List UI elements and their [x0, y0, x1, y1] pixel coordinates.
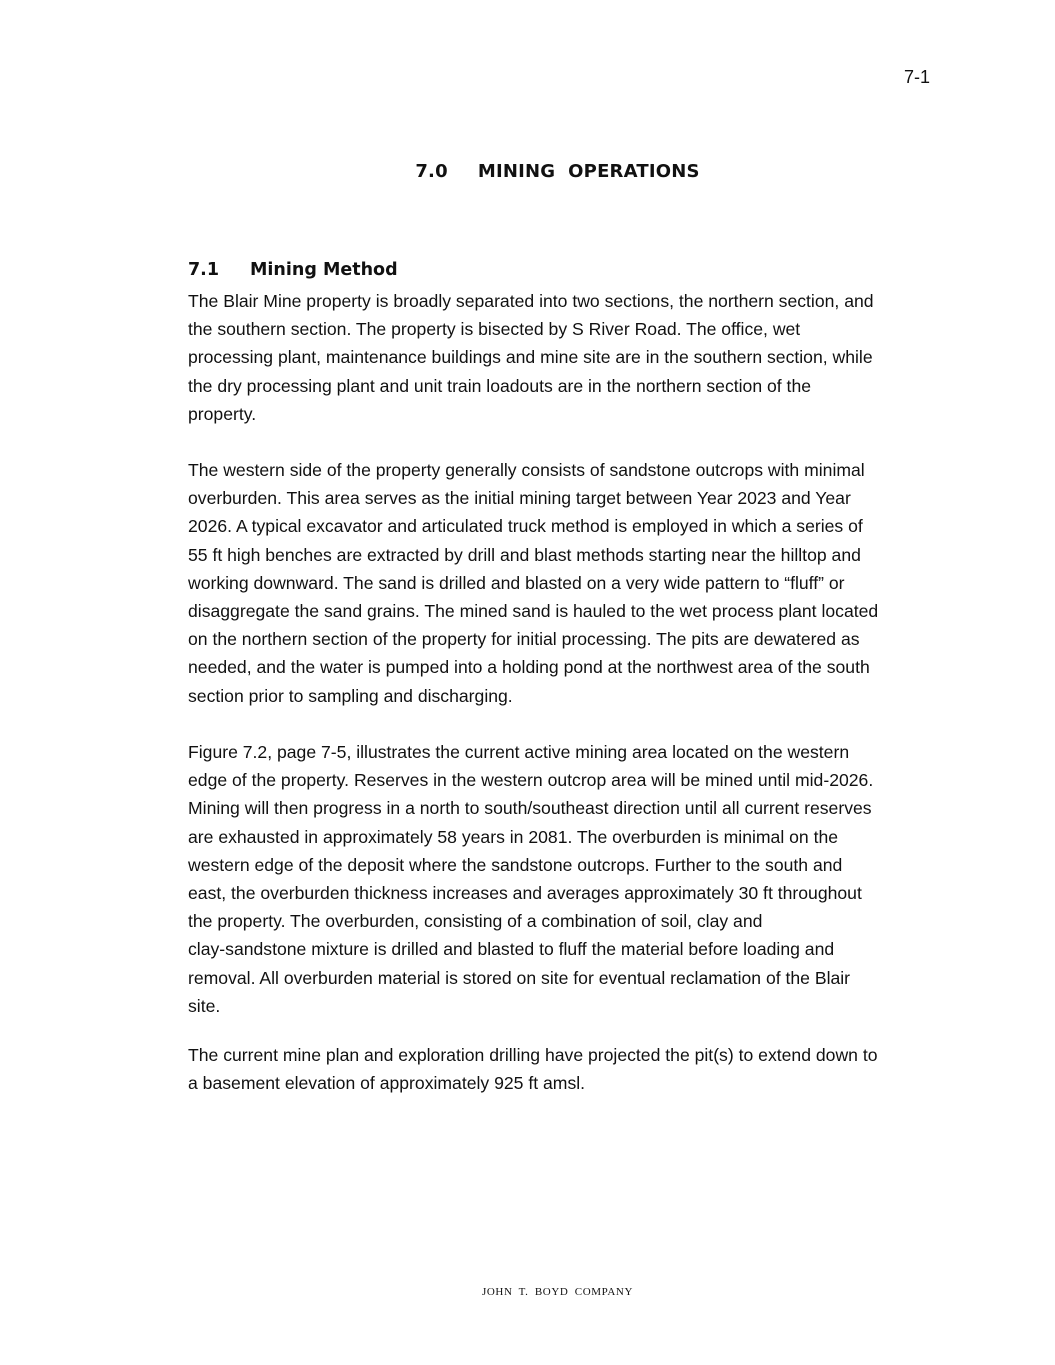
text-line: the southern section. The property is bisected by S River Road. The office, wet	[188, 319, 801, 340]
text-line: the dry processing plant and unit train loadouts are in the northern section of the	[188, 375, 812, 396]
text-line: disaggregate the sand grains. The mined sand is hauled to the wet process plant located	[188, 601, 879, 622]
section-heading	[188, 258, 398, 282]
text-line: western edge of the deposit where the sandstone outcrops. Further to the south and	[188, 854, 843, 875]
text-line: Mining will then progress in a north to south/southeast direction until all current reserves	[188, 798, 872, 819]
chapter-number: 7.0	[415, 161, 448, 182]
text-line: a basement elevation of approximately 925 ft amsl.	[188, 1073, 586, 1094]
text-line: needed, and the water is pumped into a holding pond at the northwest area of the south	[188, 657, 870, 678]
page-number: 7-1	[903, 67, 930, 87]
paragraph-3	[188, 738, 948, 1020]
text-line: The current mine plan and exploration drilling have projected the pit(s) to extend down to	[188, 1045, 878, 1065]
chapter-title	[0, 160, 1055, 184]
text-line: section prior to sampling and discharging.	[188, 685, 513, 706]
text-line: 55 ft high benches are extracted by drill and blast methods starting near the hilltop and	[188, 544, 861, 565]
text-line: are exhausted in approximately 58 years in 2081. The overburden is minimal on the	[188, 826, 839, 847]
chapter-title-text: MINING OPERATIONS	[477, 161, 700, 182]
text-line: Figure 7.2, page 7-5, illustrates the current active mining area located on the western	[188, 742, 850, 762]
text-line: The western side of the property generally consists of sandstone outcrops with minimal	[188, 460, 865, 480]
text-line: overburden. This area serves as the initial mining target between Year 2023 and Year	[188, 488, 851, 509]
section-title: Mining Method	[250, 260, 398, 280]
paragraph-4	[188, 1041, 948, 1097]
company-footer: JOHN T. BOYD COMPANY	[482, 1286, 633, 1298]
text-line: on the northern section of the property for initial processing. The pits are dewatered as	[188, 629, 860, 650]
text-line: edge of the property. Reserves in the western outcrop area will be mined until mid-2026.	[188, 770, 874, 791]
text-line: removal. All overburden material is stored on site for eventual reclamation of the Blair	[188, 967, 851, 988]
text-line: east, the overburden thickness increases and averages approximately 30 ft throughout	[188, 883, 862, 904]
text-line: working downward. The sand is drilled and blasted on a very wide pattern to “fluff” or	[188, 572, 845, 593]
text-line: the property. The overburden, consisting of a combination of soil, clay and	[188, 911, 763, 932]
paragraph-2	[188, 456, 948, 710]
text-line: property.	[188, 403, 257, 424]
section-number: 7.1	[188, 260, 220, 280]
text-line: The Blair Mine property is broadly separated into two sections, the northern section, and	[188, 291, 874, 311]
text-line: site.	[188, 995, 221, 1016]
text-line: clay-sandstone mixture is drilled and blasted to fluff the material before loading and	[188, 939, 835, 960]
text-line: 2026. A typical excavator and articulated truck method is employed in which a series of	[188, 516, 863, 537]
paragraph-1	[188, 287, 948, 428]
text-line: processing plant, maintenance buildings and mine site are in the southern section, while	[188, 347, 873, 368]
